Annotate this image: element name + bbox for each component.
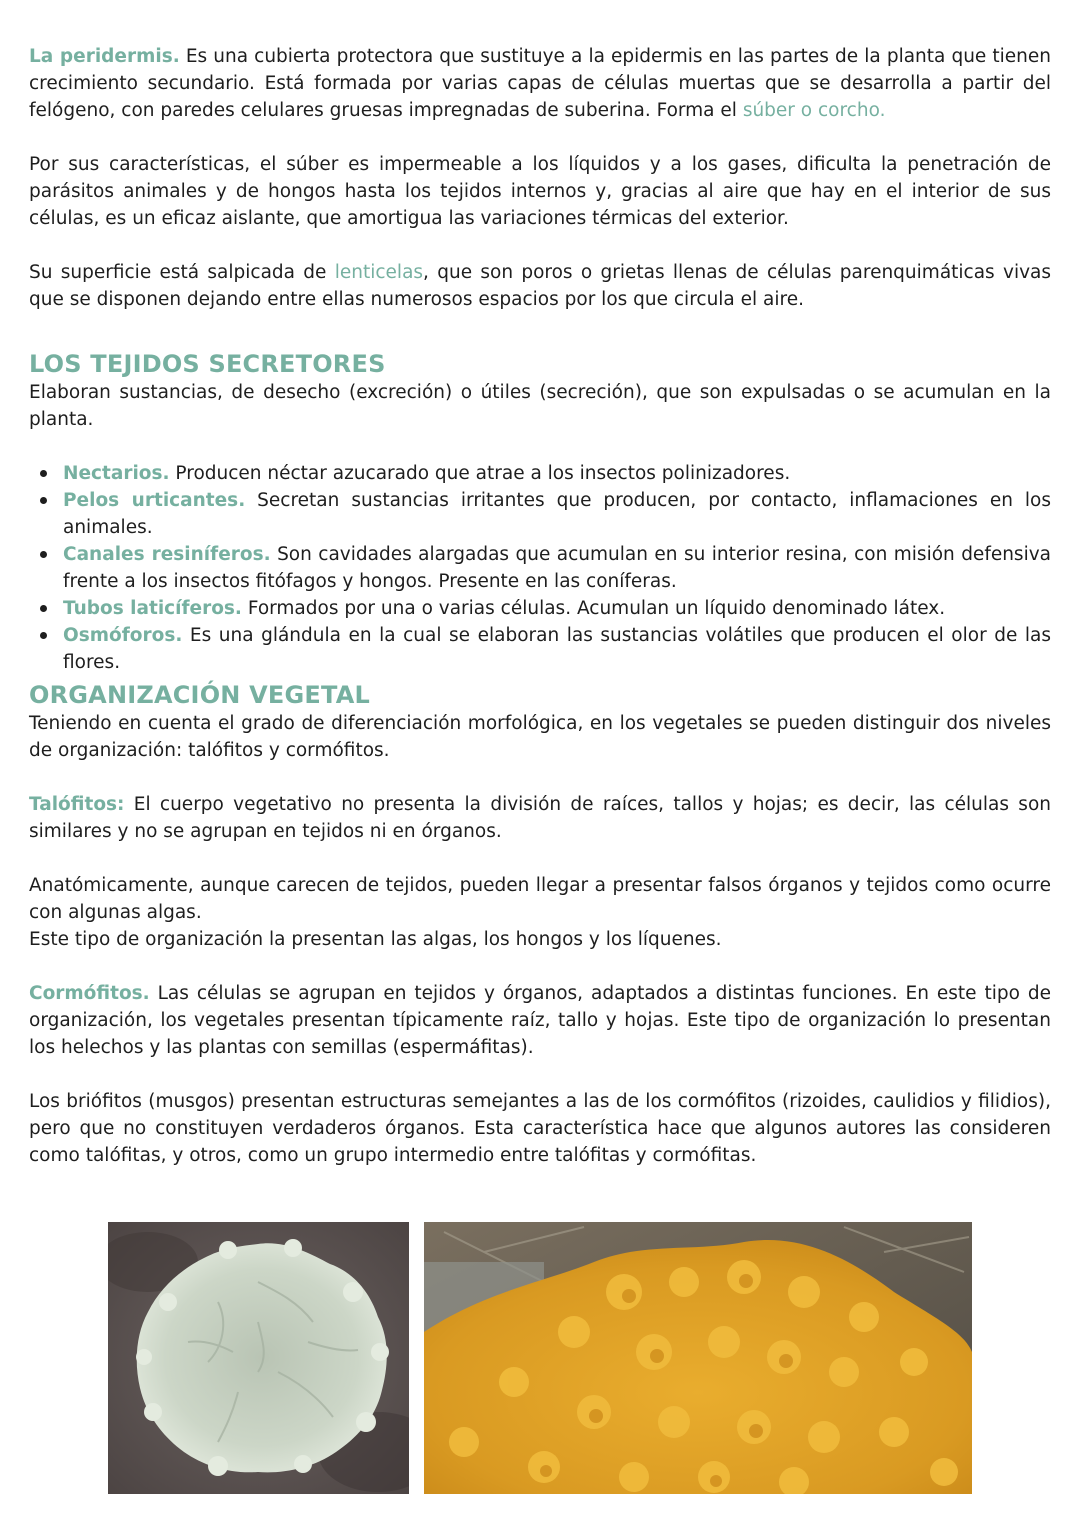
lenticelas-after: , que son poros o grietas llenas de células parenquimáticas vivas que se disponen dejando entre ellas numerosos espacios por los que circula el aire. [29,262,1052,310]
document-page [29,43,1051,1169]
cormofitos-paragraph [29,980,1051,1061]
organizacion-intro: Teniendo en cuenta el grado de diferenciación morfológica, en los vegetales se pueden distinguir dos niveles de organización: talófitos y cormófitos. [29,713,1051,761]
cormofitos-term: Cormófitos. [29,983,150,1004]
suber-link-text: súber o corcho. [742,100,886,121]
briofitos-paragraph: Los briófitos (musgos) presentan estructuras semejantes a las de los cormófitos (rizoides, caulidios y filidios), pero que no constituyen verdaderos órganos. Esta característica hace que algunos autores las consideren como talófitas, y otros, como un grupo intermedio entre talófitas y cormófitas. [29,1091,1051,1166]
item-term: Nectarios. [63,463,170,484]
talofitos-text: El cuerpo vegetativo no presenta la división de raíces, tallos y hojas; es decir, las células son similares y no se agrupan en tejidos ni en órganos. [29,794,1051,842]
peridermis-paragraph [29,43,1051,124]
item-term: Canales resiníferos. [63,544,271,565]
list-item [63,595,1051,622]
talofitos-paragraph [29,791,1051,845]
orange-yellow-lichen-photo [424,1222,972,1494]
item-text: Es una glándula en la cual se elaboran las sustancias volátiles que producen el olor de las flores. [63,625,1051,673]
secretores-list [29,460,1051,676]
anatomicamente-paragraph: Anatómicamente, aunque carecen de tejidos, pueden llegar a presentar falsos órganos y tejidos como ocurre con algunas algas. [29,875,1051,923]
lenticelas-paragraph [29,259,1051,313]
item-text: Son cavidades alargadas que acumulan en su interior resina, con misión defensiva frente a los insectos fitófagos y hongos. Presente en las coníferas. [63,544,1051,592]
lichen-photo-1-svg [108,1222,409,1494]
talofitos-term: Talófitos: [29,794,125,815]
peridermis-term: La peridermis. [29,46,180,67]
list-item [63,487,1051,541]
lenticelas-term: lenticelas [334,262,424,283]
list-item [63,622,1051,676]
item-term: Pelos urticantes. [63,490,246,511]
lenticelas-before: Su superficie está salpicada de [29,262,335,283]
secretores-intro: Elaboran sustancias, de desecho (excreción) o útiles (secreción), que son expulsadas o se acumulan en la planta. [29,382,1051,430]
cormofitos-text: Las células se agrupan en tejidos y órganos, adaptados a distintas funciones. En este tipo de organización, los vegetales presentan típicamente raíz, tallo y hojas. Este tipo de organización lo presentan los helechos y las plantas con semillas (espermáfitas). [29,983,1051,1058]
lichen-photo-2-svg [424,1222,972,1494]
organizacion-heading: ORGANIZACIÓN VEGETAL [29,681,370,709]
pale-green-foliose-lichen-photo [108,1222,409,1494]
tipo-talofitos-paragraph: Este tipo de organización la presentan las algas, los hongos y los líquenes. [29,929,722,950]
item-text: Secretan sustancias irritantes que producen, por contacto, inflamaciones en los animales. [63,490,1051,538]
item-term: Osmóforos. [63,625,183,646]
list-item [63,460,1051,487]
item-text: Producen néctar azucarado que atrae a los insectos polinizadores. [169,463,791,484]
item-term: Tubos laticíferos. [63,598,242,619]
peridermis-text: Es una cubierta protectora que sustituye a la epidermis en las partes de la planta que tienen crecimiento secundario. Está formada por varias capas de células muertas que se desarrolla a partir del felógeno, con paredes celulares gruesas impregnadas de suberina. Forma el [29,46,1052,121]
suber-paragraph: Por sus características, el súber es impermeable a los líquidos y a los gases, dificulta la penetración de parásitos animales y de hongos hasta los tejidos internos y, gracias al aire que hay en el interior de sus células, es un eficaz aislante, que amortigua las variaciones térmicas del exterior. [29,154,1051,229]
item-text: Formados por una o varias células. Acumulan un líquido denominado látex. [241,598,946,619]
secretores-heading: LOS TEJIDOS SECRETORES [29,350,386,378]
list-item [63,541,1051,595]
